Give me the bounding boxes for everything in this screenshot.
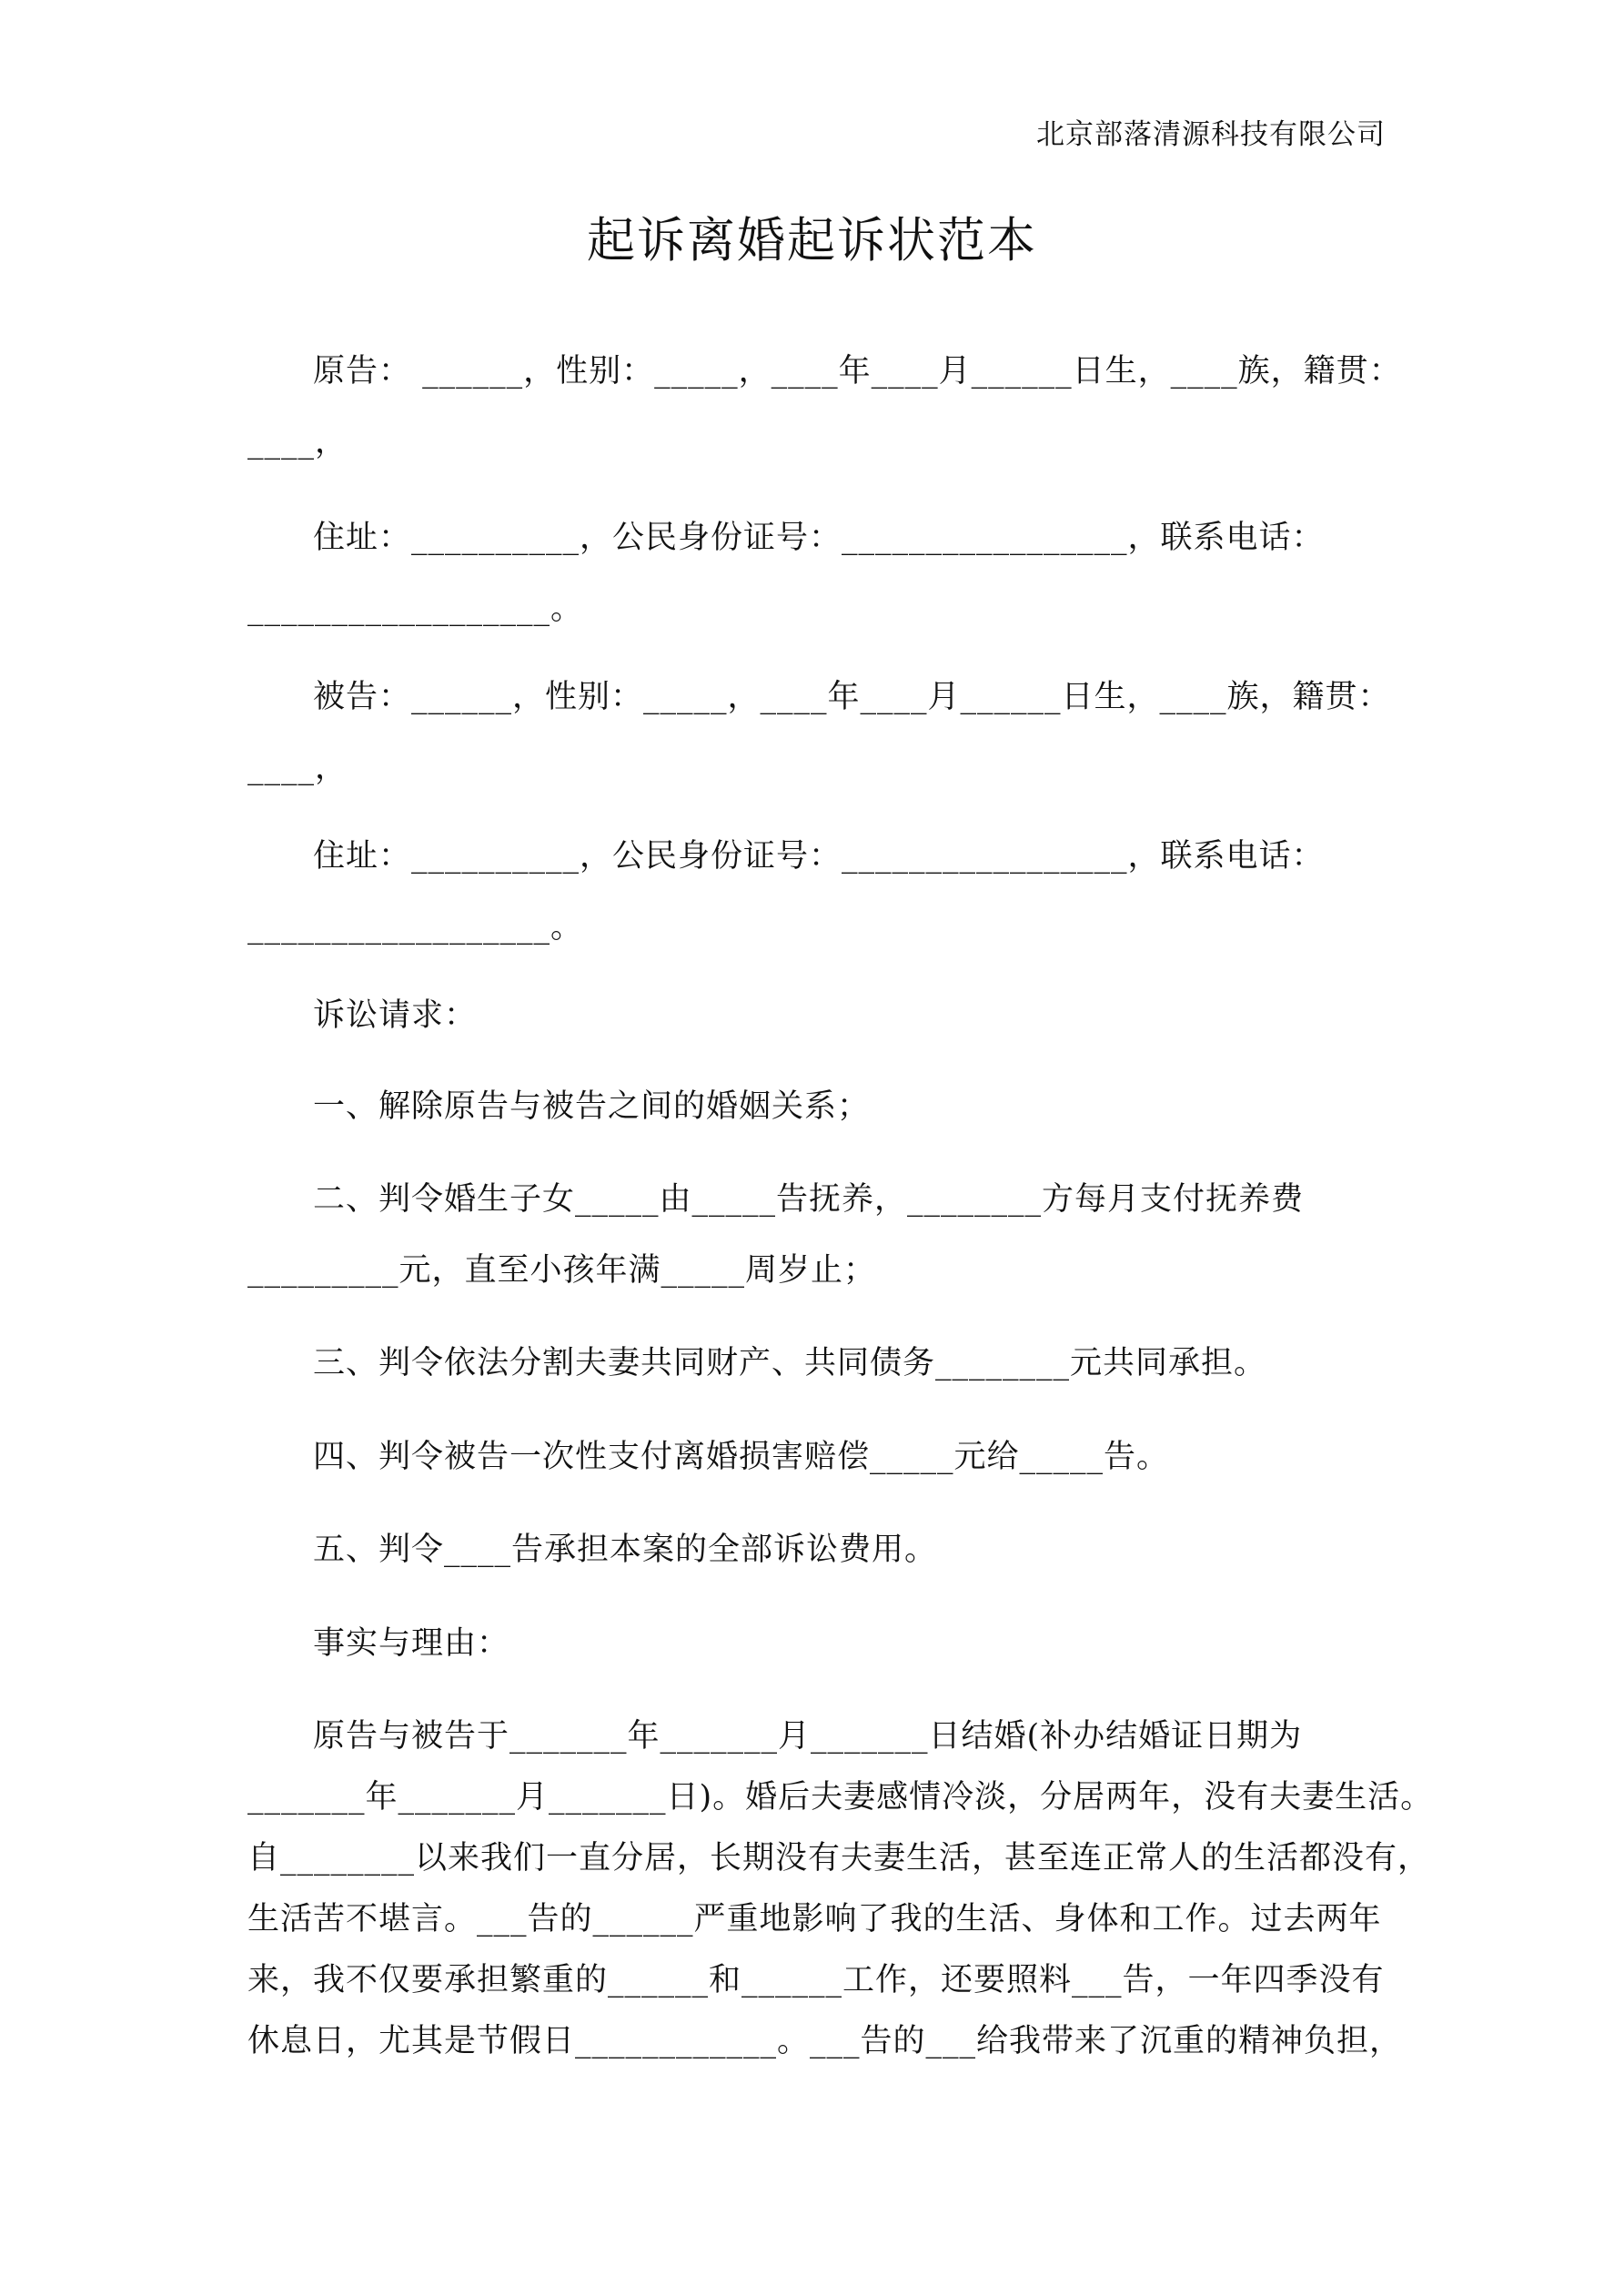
facts-paragraph-line-3: 自________以来我们一直分居，长期没有夫妻生活，甚至连正常人的生活都没有，: [247, 1840, 1431, 1876]
facts-paragraph-line-6: 休息日，尤其是节假日____________。___告的___给我带来了沉重的精神负担，: [247, 2023, 1403, 2059]
document-title: 起诉离婚起诉状范本: [587, 213, 1037, 268]
facts-paragraph-line-5: 来，我不仅要承担繁重的______和______工作，还要照料___告，一年四季没有: [247, 1962, 1385, 1998]
claim-5: 五、判令____告承担本案的全部诉讼费用。: [313, 1532, 938, 1568]
company-header: 北京部落清源科技有限公司: [1036, 118, 1386, 151]
facts-heading: 事实与理由：: [313, 1625, 510, 1662]
facts-paragraph-line-4: 生活苦不堪言。___告的______严重地影响了我的生活、身体和工作。过去两年: [247, 1901, 1382, 1937]
facts-paragraph-line-1: 原告与被告于_______年_______月_______日结婚(补办结婚证日期为: [313, 1718, 1303, 1755]
facts-paragraph-line-2: _______年_______月_______日)。婚后夫妻感情冷淡，分居两年，没有夫妻生活。: [247, 1779, 1434, 1816]
defendant-info-line-2: ____，: [247, 750, 348, 786]
plaintiff-info-line-2: ____，: [247, 424, 348, 460]
claim-4: 四、判令被告一次性支付离婚损害赔偿_____元给_____告。: [313, 1439, 1170, 1475]
defendant-address-line-2: __________________。: [247, 909, 584, 946]
claim-2-line-2: _________元，直至小孩年满_____周岁止；: [247, 1252, 877, 1289]
claim-1: 一、解除原告与被告之间的婚姻关系；: [313, 1088, 871, 1125]
claims-heading: 诉讼请求：: [313, 997, 478, 1034]
defendant-address-line-1: 住址：__________，公民身份证号：_________________，联系电话：: [313, 838, 1325, 875]
claim-2-line-1: 二、判令婚生子女_____由_____告抚养，________方每月支付抚养费: [313, 1181, 1305, 1218]
claim-3: 三、判令依法分割夫妻共同财产、共同债务________元共同承担。: [313, 1345, 1267, 1381]
defendant-info-line-1: 被告：______，性别：_____，____年____月______日生，____族，籍贯：: [313, 679, 1391, 715]
plaintiff-address-line-1: 住址：__________，公民身份证号：_________________，联系电话：: [313, 520, 1325, 556]
plaintiff-address-line-2: __________________。: [247, 591, 584, 627]
plaintiff-info-line-1: 原告： ______，性别：_____，____年____月______日生，____族，籍贯：: [313, 353, 1402, 389]
